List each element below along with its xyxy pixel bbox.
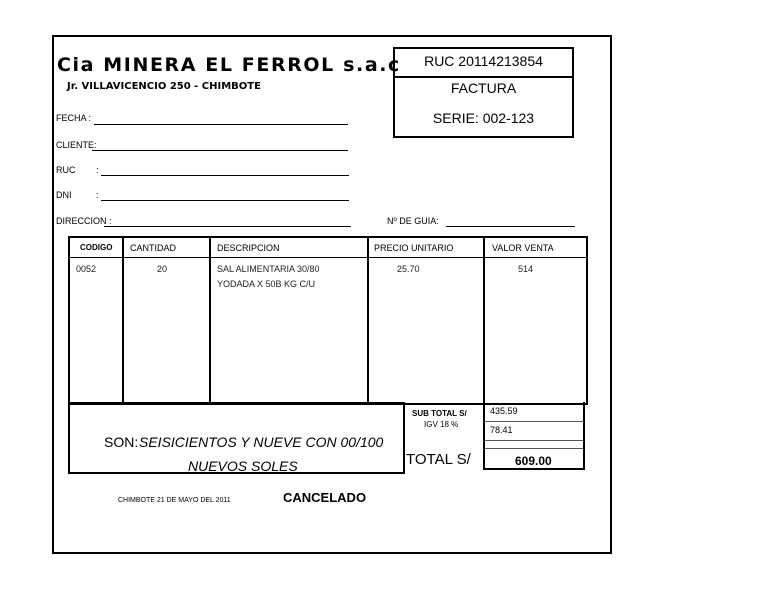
dni-label: DNI (56, 190, 72, 200)
igv-label: IGV 18 % (424, 420, 459, 429)
son-text-2: NUEVOS SOLES (188, 458, 298, 474)
header-valor: VALOR VENTA (492, 243, 554, 253)
igv-value: 78.41 (490, 425, 513, 435)
colon: : (96, 190, 99, 200)
guia-field[interactable] (446, 226, 575, 227)
subtotal-label: SUB TOTAL S/ (412, 409, 467, 418)
divider (393, 76, 572, 78)
colon: : (96, 165, 99, 175)
doc-type: FACTURA (450, 80, 517, 96)
col-divider (367, 236, 369, 403)
status-cancelado: CANCELADO (283, 490, 367, 505)
col-divider (483, 236, 485, 403)
col-divider (209, 236, 211, 403)
fecha-label: FECHA : (56, 113, 92, 123)
amount-in-words-box (68, 402, 405, 474)
direccion-label: DIRECCION : (56, 216, 112, 226)
serie: SERIE: 002-123 (432, 110, 535, 126)
cell-precio: 25.70 (397, 264, 420, 274)
guia-label: Nº DE GUIA: (387, 216, 439, 226)
cell-descripcion: SAL ALIMENTARIA 30/80 (217, 264, 320, 274)
divider (485, 448, 583, 449)
place-date: CHIMBOTE 21 DE MAYO DEL 2011 (118, 497, 231, 504)
header-precio: PRECIO UNITARIO (374, 243, 454, 253)
cell-cantidad: 20 (157, 264, 168, 274)
total-label: TOTAL S/ (406, 451, 471, 468)
cell-descripcion-2: YODADA X 50B KG C/U (217, 279, 316, 289)
ruc-number: RUC 20114213854 (424, 53, 543, 69)
direccion-field[interactable] (104, 226, 351, 227)
header-divider (68, 257, 586, 258)
cliente-label: CLIENTE: (56, 140, 97, 150)
col-divider (122, 236, 124, 403)
ruc-label: RUC (56, 165, 76, 175)
cell-codigo: 0052 (76, 264, 97, 274)
header-codigo: CODIGO (80, 243, 113, 252)
cliente-field[interactable] (92, 150, 348, 151)
total-value: 609.00 (515, 454, 552, 468)
cell-valor: 514 (518, 264, 534, 274)
son-label: SON: (104, 434, 139, 450)
son-text: SEISICIENTOS Y NUEVE CON 00/100 (139, 434, 384, 450)
fecha-field[interactable] (94, 124, 348, 125)
dni-field[interactable] (101, 200, 349, 201)
ruc-field[interactable] (101, 175, 349, 176)
items-table (68, 236, 588, 405)
header-descripcion: DESCRIPCION (217, 243, 280, 253)
company-name: Cia MINERA EL FERROL s.a.c (57, 54, 401, 76)
company-address: Jr. VILLAVICENCIO 250 - CHIMBOTE (67, 81, 261, 92)
subtotal-value: 435.59 (490, 406, 518, 416)
divider (485, 440, 583, 441)
header-cantidad: CANTIDAD (130, 243, 177, 253)
divider (485, 421, 583, 422)
